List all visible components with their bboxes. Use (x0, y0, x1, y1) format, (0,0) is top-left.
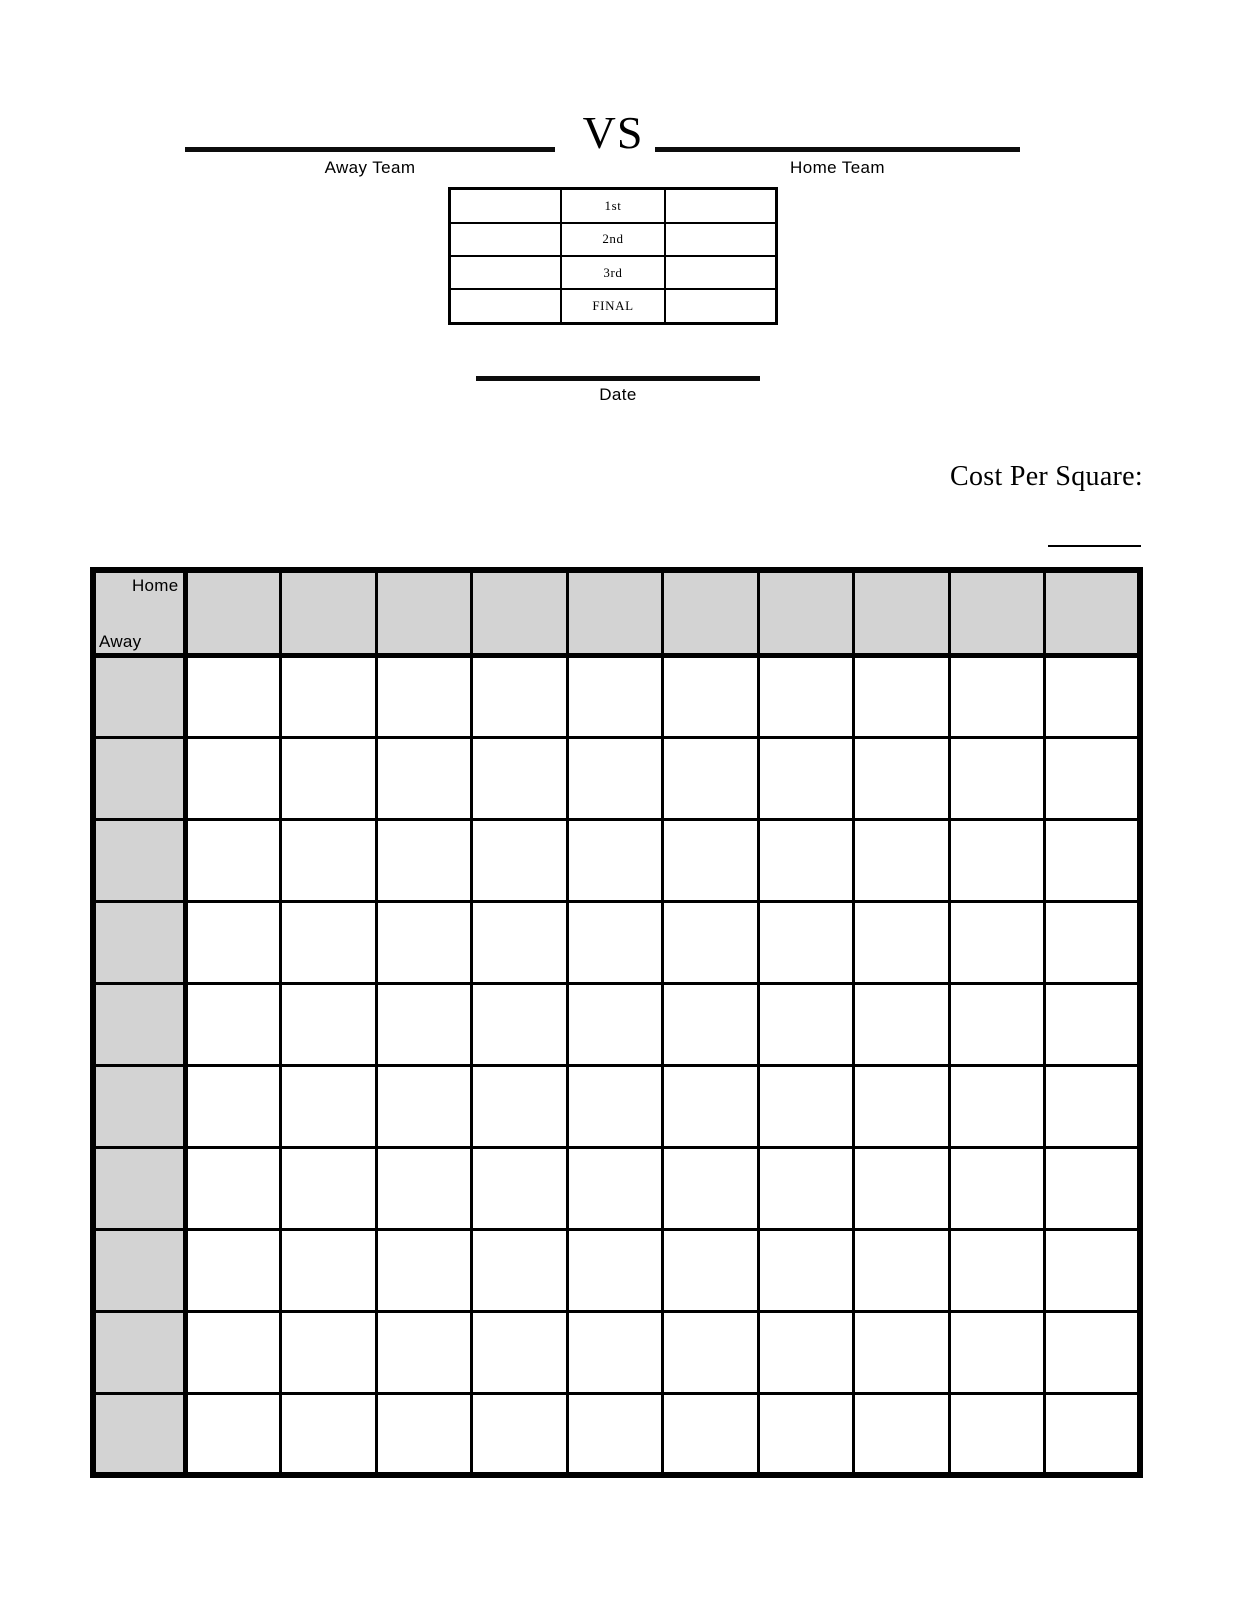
grid-square[interactable] (185, 901, 281, 983)
grid-square[interactable] (663, 737, 759, 819)
grid-square[interactable] (663, 1229, 759, 1311)
grid-square[interactable] (1045, 1065, 1141, 1147)
grid-square[interactable] (758, 819, 854, 901)
grid-square[interactable] (185, 737, 281, 819)
grid-square[interactable] (281, 1311, 377, 1393)
score-home-cell[interactable] (665, 189, 776, 223)
grid-square[interactable] (281, 737, 377, 819)
grid-home-number-cell[interactable] (567, 570, 663, 655)
grid-square[interactable] (1045, 819, 1141, 901)
grid-square[interactable] (854, 1147, 950, 1229)
grid-square[interactable] (472, 1229, 568, 1311)
grid-square[interactable] (376, 655, 472, 737)
grid-square[interactable] (758, 1311, 854, 1393)
period-label: 3rd (561, 256, 666, 289)
grid-away-number-cell[interactable] (93, 1311, 185, 1393)
grid-square[interactable] (663, 983, 759, 1065)
grid-square[interactable] (663, 901, 759, 983)
grid-square[interactable] (567, 1065, 663, 1147)
grid-square[interactable] (663, 1065, 759, 1147)
home-team-blank-line[interactable] (655, 147, 1020, 152)
grid-square[interactable] (472, 737, 568, 819)
grid-square[interactable] (949, 1065, 1045, 1147)
period-label: 2nd (561, 223, 666, 256)
grid-square[interactable] (281, 819, 377, 901)
score-away-cell[interactable] (450, 289, 561, 323)
grid-square[interactable] (376, 983, 472, 1065)
grid-square[interactable] (758, 737, 854, 819)
grid-home-number-cell[interactable] (758, 570, 854, 655)
grid-square[interactable] (1045, 983, 1141, 1065)
score-home-cell[interactable] (665, 289, 776, 323)
score-away-cell[interactable] (450, 256, 561, 289)
date-label: Date (599, 385, 637, 404)
grid-square[interactable] (949, 1393, 1045, 1475)
grid-square[interactable] (281, 1065, 377, 1147)
grid-square[interactable] (567, 655, 663, 737)
grid-square[interactable] (949, 819, 1045, 901)
score-away-cell[interactable] (450, 189, 561, 223)
grid-square[interactable] (376, 819, 472, 901)
grid-square[interactable] (663, 1311, 759, 1393)
grid-square[interactable] (854, 819, 950, 901)
grid-square[interactable] (758, 1065, 854, 1147)
grid-home-number-cell[interactable] (185, 570, 281, 655)
grid-square[interactable] (281, 1393, 377, 1475)
grid-square[interactable] (949, 737, 1045, 819)
grid-square[interactable] (281, 1229, 377, 1311)
grid-square[interactable] (185, 1065, 281, 1147)
grid-square[interactable] (854, 655, 950, 737)
grid-square[interactable] (854, 737, 950, 819)
grid-corner-cell (93, 570, 185, 655)
grid-square[interactable] (567, 901, 663, 983)
grid-square[interactable] (949, 1147, 1045, 1229)
grid-square[interactable] (185, 1229, 281, 1311)
grid-square[interactable] (663, 819, 759, 901)
period-label: FINAL (561, 289, 666, 323)
score-home-cell[interactable] (665, 256, 776, 289)
corner-home-label: Home (131, 576, 179, 595)
grid-square[interactable] (567, 1311, 663, 1393)
grid-square[interactable] (567, 1147, 663, 1229)
grid-square[interactable] (567, 737, 663, 819)
grid-square[interactable] (567, 819, 663, 901)
grid-home-number-cell[interactable] (854, 570, 950, 655)
grid-square[interactable] (663, 1393, 759, 1475)
grid-square[interactable] (1045, 1393, 1141, 1475)
grid-square[interactable] (376, 1311, 472, 1393)
period-label: 1st (561, 189, 666, 223)
grid-square[interactable] (185, 1311, 281, 1393)
grid-away-number-cell[interactable] (93, 983, 185, 1065)
cost-blank-line[interactable] (1048, 545, 1141, 547)
grid-home-number-cell[interactable] (949, 570, 1045, 655)
grid-square[interactable] (567, 1393, 663, 1475)
grid-square[interactable] (758, 1147, 854, 1229)
grid-square[interactable] (376, 1393, 472, 1475)
squares-grid (90, 567, 1143, 1478)
grid-home-number-cell[interactable] (663, 570, 759, 655)
corner-away-label: Away (99, 631, 142, 651)
grid-square[interactable] (758, 655, 854, 737)
grid-square[interactable] (376, 901, 472, 983)
grid-away-number-cell[interactable] (93, 901, 185, 983)
grid-square[interactable] (854, 1311, 950, 1393)
grid-home-number-cell[interactable] (376, 570, 472, 655)
vs-label: VS (582, 107, 644, 158)
grid-square[interactable] (949, 1229, 1045, 1311)
grid-square[interactable] (854, 901, 950, 983)
grid-square[interactable] (1045, 1311, 1141, 1393)
grid-square[interactable] (376, 1065, 472, 1147)
grid-square[interactable] (281, 983, 377, 1065)
grid-square[interactable] (854, 983, 950, 1065)
grid-square[interactable] (1045, 901, 1141, 983)
grid-square[interactable] (1045, 1229, 1141, 1311)
cost-per-square-label: Cost Per Square: (949, 461, 1143, 492)
grid-square[interactable] (758, 983, 854, 1065)
grid-square[interactable] (281, 655, 377, 737)
grid-square[interactable] (281, 1147, 377, 1229)
grid-home-number-cell[interactable] (281, 570, 377, 655)
grid-square[interactable] (663, 655, 759, 737)
grid-square[interactable] (758, 901, 854, 983)
away-team-label: Away Team (324, 158, 416, 177)
grid-square[interactable] (472, 1065, 568, 1147)
grid-square[interactable] (567, 983, 663, 1065)
grid-square[interactable] (185, 983, 281, 1065)
score-away-cell[interactable] (450, 223, 561, 256)
grid-square[interactable] (949, 655, 1045, 737)
grid-square[interactable] (472, 901, 568, 983)
grid-square[interactable] (663, 1147, 759, 1229)
date-blank-line[interactable] (476, 376, 760, 381)
grid-square[interactable] (1045, 655, 1141, 737)
grid-away-number-cell[interactable] (93, 1229, 185, 1311)
quarter-score-table (448, 187, 778, 325)
grid-square[interactable] (567, 1229, 663, 1311)
grid-square[interactable] (376, 737, 472, 819)
grid-body (93, 570, 1140, 1475)
home-team-label: Home Team (790, 158, 885, 177)
grid-square[interactable] (185, 655, 281, 737)
grid-square[interactable] (949, 1311, 1045, 1393)
grid-away-number-cell[interactable] (93, 1065, 185, 1147)
grid-square[interactable] (185, 1147, 281, 1229)
grid-home-number-cell[interactable] (472, 570, 568, 655)
grid-square[interactable] (854, 1229, 950, 1311)
grid-square[interactable] (472, 1311, 568, 1393)
grid-away-number-cell[interactable] (93, 1393, 185, 1475)
grid-square[interactable] (472, 983, 568, 1065)
grid-away-number-cell[interactable] (93, 1147, 185, 1229)
grid-square[interactable] (1045, 737, 1141, 819)
grid-square[interactable] (1045, 1147, 1141, 1229)
score-home-cell[interactable] (665, 223, 776, 256)
grid-square[interactable] (185, 819, 281, 901)
grid-square[interactable] (281, 901, 377, 983)
grid-square[interactable] (854, 1065, 950, 1147)
grid-square[interactable] (949, 983, 1045, 1065)
grid-square[interactable] (185, 1393, 281, 1475)
grid-square[interactable] (472, 819, 568, 901)
grid-square[interactable] (758, 1229, 854, 1311)
grid-square[interactable] (472, 655, 568, 737)
grid-square[interactable] (949, 901, 1045, 983)
grid-square[interactable] (376, 1229, 472, 1311)
away-team-blank-line[interactable] (185, 147, 555, 152)
grid-away-number-cell[interactable] (93, 655, 185, 737)
grid-away-number-cell[interactable] (93, 737, 185, 819)
grid-square[interactable] (472, 1393, 568, 1475)
grid-square[interactable] (472, 1147, 568, 1229)
grid-square[interactable] (854, 1393, 950, 1475)
grid-square[interactable] (758, 1393, 854, 1475)
grid-away-number-cell[interactable] (93, 819, 185, 901)
grid-square[interactable] (376, 1147, 472, 1229)
grid-home-number-cell[interactable] (1045, 570, 1141, 655)
